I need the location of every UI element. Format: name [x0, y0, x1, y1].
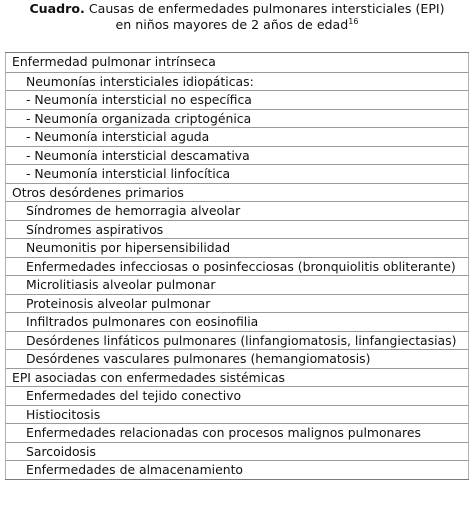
table-row: Enfermedades del tejido conectivo	[5, 386, 469, 405]
table-row: - Neumonía organizada criptogénica	[5, 109, 469, 128]
table-row: Infiltrados pulmonares con eosinofilia	[5, 312, 469, 331]
table-section-row: Otros desórdenes primarios	[5, 183, 469, 202]
table-row: Enfermedades de almacenamiento	[5, 460, 469, 479]
caption-text-line-2: en niños mayores de 2 años de edad	[115, 17, 349, 32]
table-row: Síndromes aspirativos	[5, 220, 469, 239]
caption-reference: 16	[348, 16, 359, 26]
table-row: - Neumonía intersticial linfocítica	[5, 164, 469, 183]
table-row: Histiocitosis	[5, 405, 469, 424]
table-row: - Neumonía intersticial no específica	[5, 90, 469, 109]
caption-label: Cuadro.	[29, 1, 85, 16]
table-row: Desórdenes linfáticos pulmonares (linfangiomatosis, linfangiectasias)	[5, 331, 469, 350]
table-row: - Neumonía intersticial descamativa	[5, 146, 469, 165]
table-row: Microlitiasis alveolar pulmonar	[5, 275, 469, 294]
table-row: Neumonías intersticiales idiopáticas:	[5, 72, 469, 91]
caption-line-1	[0, 1, 474, 17]
table-row: Síndromes de hemorragia alveolar	[5, 201, 469, 220]
table-row: - Neumonía intersticial aguda	[5, 127, 469, 146]
table-row: Neumonitis por hipersensibilidad	[5, 238, 469, 257]
caption-text-line-1: Causas de enfermedades pulmonares intersticiales (EPI)	[84, 1, 445, 16]
table-row: Sarcoidosis	[5, 442, 469, 461]
causes-table	[5, 52, 469, 480]
table-caption	[0, 0, 474, 48]
table-row: Enfermedades infecciosas o posinfecciosas (bronquiolitis obliterante)	[5, 257, 469, 276]
table-row: Proteinosis alveolar pulmonar	[5, 294, 469, 313]
table-section-row: EPI asociadas con enfermedades sistémicas	[5, 368, 469, 387]
table-section-row: Enfermedad pulmonar intrínseca	[5, 53, 469, 72]
table-row: Desórdenes vasculares pulmonares (hemangiomatosis)	[5, 349, 469, 368]
table-row: Enfermedades relacionadas con procesos malignos pulmonares	[5, 423, 469, 442]
caption-line-2	[0, 17, 474, 33]
